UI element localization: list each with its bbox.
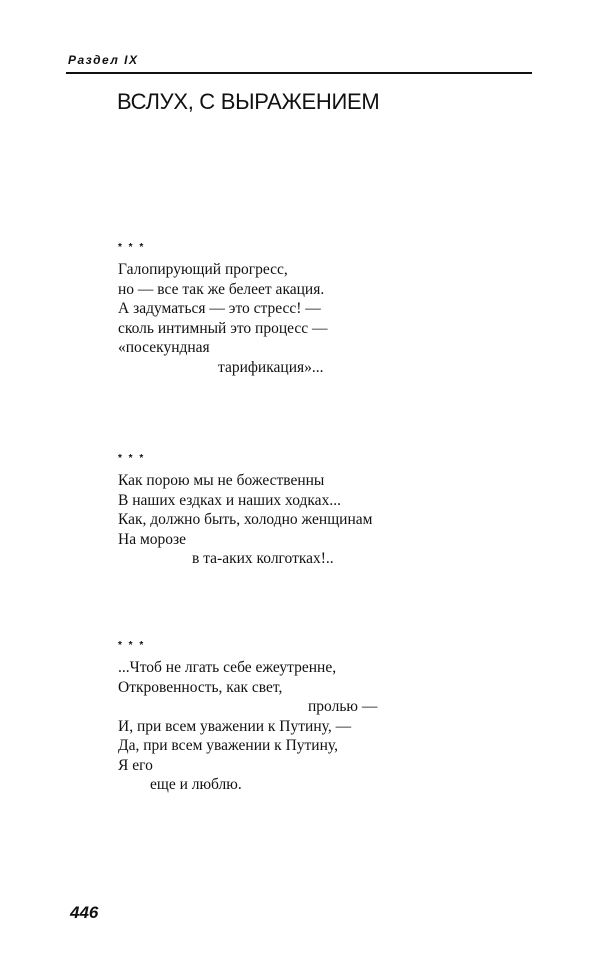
poem-line-indented: тарификация»... — [218, 358, 324, 376]
poem-line: Да, при всем уважении к Путину, — [118, 737, 338, 754]
page-number: 446 — [70, 903, 99, 922]
poem-line: но — все так же белеет акация. — [118, 280, 325, 298]
poem-line: Я его — [118, 756, 153, 774]
poem-line: «посекундная — [118, 339, 210, 356]
poem-1 — [118, 240, 328, 377]
poem-line-indented: пролью — — [308, 698, 378, 715]
poem-line: А задуматься — это стресс! — — [118, 300, 321, 317]
poem-3 — [118, 638, 377, 795]
section-label: Раздел IX — [68, 53, 139, 67]
poem-line-indented: еще и люблю. — [150, 776, 242, 793]
running-header — [66, 52, 532, 74]
poem-separator: * * * — [118, 640, 146, 651]
poem-line: ...Чтоб не лгать себе ежеутренне, — [118, 659, 337, 676]
poem-line: Галопирующий прогресс, — [118, 261, 288, 278]
poem-line: Как порою мы не божественны — [118, 472, 325, 489]
poem-2 — [118, 451, 372, 569]
poem-separator: * * * — [118, 453, 146, 464]
chapter-title: ВСЛУХ, С ВЫРАЖЕНИЕМ — [117, 89, 380, 114]
poem-line: На морозе — [118, 530, 187, 548]
poem-line: В наших ездках и наших ходках... — [118, 491, 341, 509]
poem-separator: * * * — [118, 242, 146, 253]
poem-line: Как, должно быть, холодно женщинам — [118, 511, 373, 528]
poem-line: сколь интимный это процесс — — [118, 319, 328, 337]
poem-line-indented: в та-аких колготках!.. — [192, 550, 334, 567]
poem-line: И, при всем уважении к Путину, — — [118, 717, 352, 735]
poem-line: Откровенность, как свет, — [118, 678, 283, 696]
